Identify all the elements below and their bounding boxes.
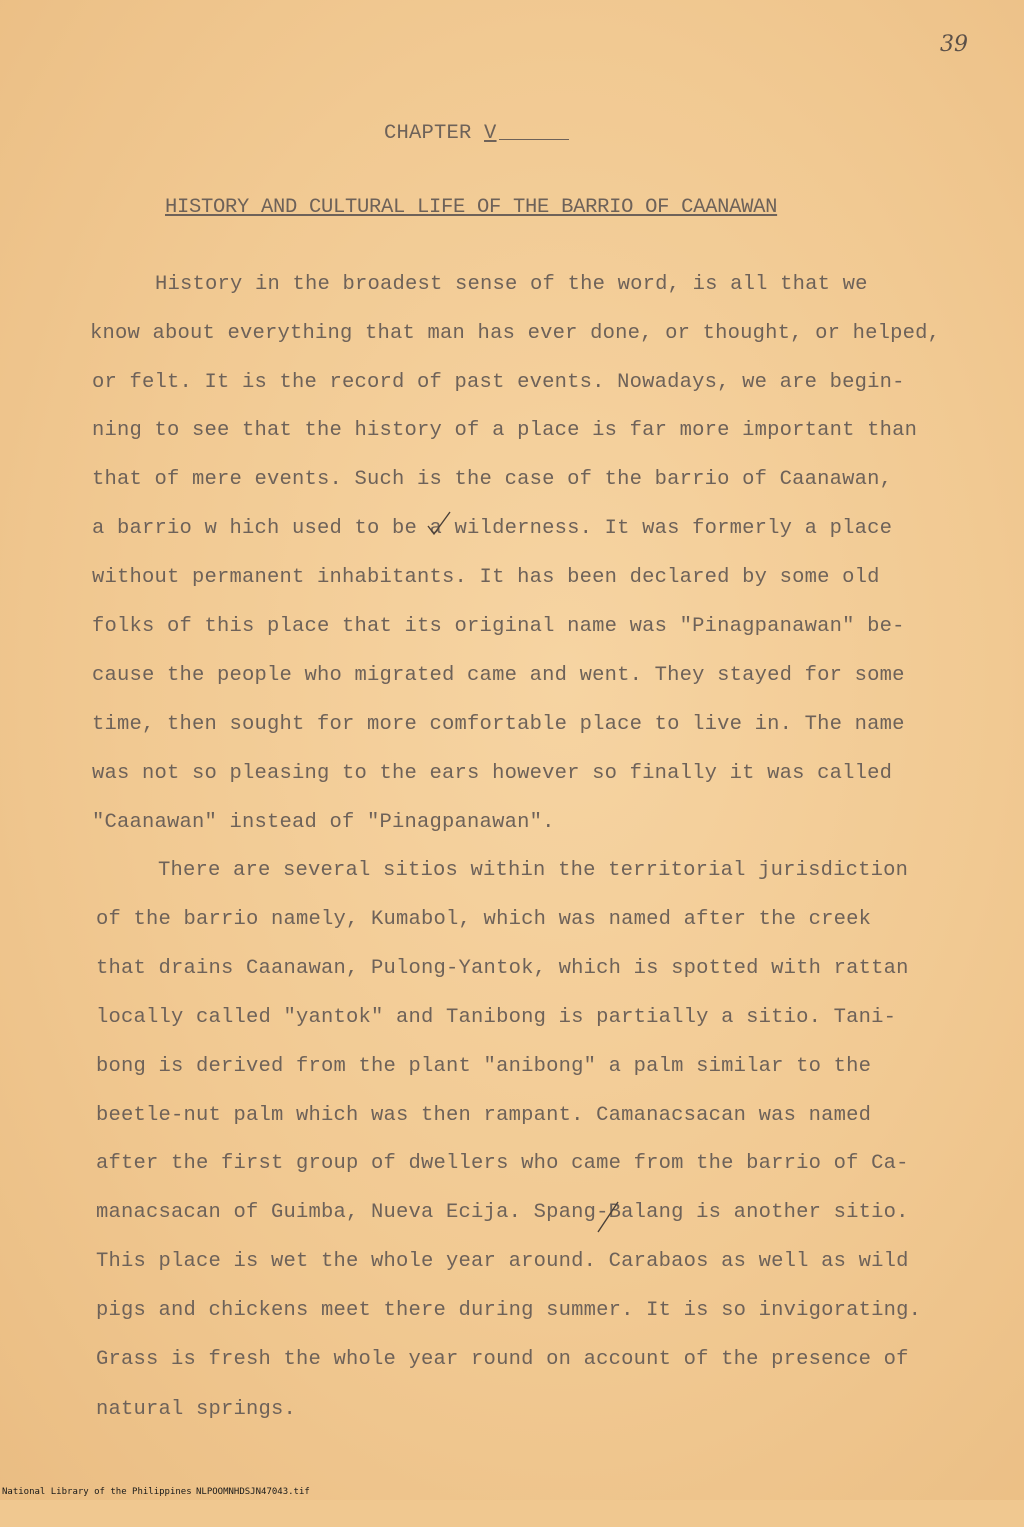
text-line: natural springs.: [96, 1398, 297, 1421]
text-line: was not so pleasing to the ears however so finally it was called: [92, 762, 893, 785]
text-line: locally called "yantok" and Tanibong is partially a sitio. Tani-: [96, 1006, 897, 1029]
scan-footer: [0, 1487, 1024, 1500]
footer-library: National Library of the Philippines: [2, 1487, 192, 1497]
text-line: "Caanawan" instead of "Pinagpanawan".: [92, 811, 555, 834]
correction-mark-icon: [594, 1196, 624, 1236]
text-line: History in the broadest sense of the word, is all that we: [155, 273, 868, 296]
footer-filename: NLPOOMNHDSJN47043.tif: [196, 1487, 310, 1497]
text-line: bong is derived from the plant "anibong" a palm similar to the: [96, 1055, 872, 1078]
text-line: after the first group of dwellers who came from the barrio of Ca-: [96, 1152, 909, 1175]
chapter-underline: [499, 139, 569, 140]
chapter-label: CHAPTER: [384, 122, 472, 145]
page-number: 39: [940, 32, 968, 57]
text-line: Grass is fresh the whole year round on account of the presence of: [96, 1348, 909, 1371]
text-line: cause the people who migrated came and went. They stayed for some: [92, 664, 905, 687]
text-line: There are several sitios within the territorial jurisdiction: [158, 859, 909, 882]
text-line: of the barrio namely, Kumabol, which was named after the creek: [96, 908, 872, 931]
text-line: manacsacan of Guimba, Nueva Ecija. Spang-Balang is another sitio.: [96, 1201, 909, 1224]
text-line: ning to see that the history of a place is far more important than: [92, 419, 918, 442]
text-line: that of mere events. Such is the case of the barrio of Caanawan,: [92, 468, 893, 491]
document-title: HISTORY AND CULTURAL LIFE OF THE BARRIO OF CAANAWAN: [165, 196, 778, 219]
text-line: that drains Caanawan, Pulong-Yantok, which is spotted with rattan: [96, 957, 909, 980]
text-line: beetle-nut palm which was then rampant. Camanacsacan was named: [96, 1104, 872, 1127]
correction-mark-icon: [426, 508, 456, 538]
chapter-number: V: [484, 122, 497, 145]
text-line: time, then sought for more comfortable place to live in. The name: [92, 713, 905, 736]
text-line: a barrio w hich used to be a wilderness. It was formerly a place: [92, 517, 893, 540]
chapter-heading: [384, 122, 569, 145]
text-line: without permanent inhabitants. It has been declared by some old: [92, 566, 880, 589]
text-line: or felt. It is the record of past events. Nowadays, we are begin-: [92, 371, 905, 394]
text-line: This place is wet the whole year around. Carabaos as well as wild: [96, 1250, 909, 1273]
text-line: folks of this place that its original name was "Pinagpanawan" be-: [92, 615, 905, 638]
text-line: know about everything that man has ever done, or thought, or helped,: [90, 322, 941, 345]
text-line: pigs and chickens meet there during summer. It is so invigorating.: [96, 1299, 922, 1322]
